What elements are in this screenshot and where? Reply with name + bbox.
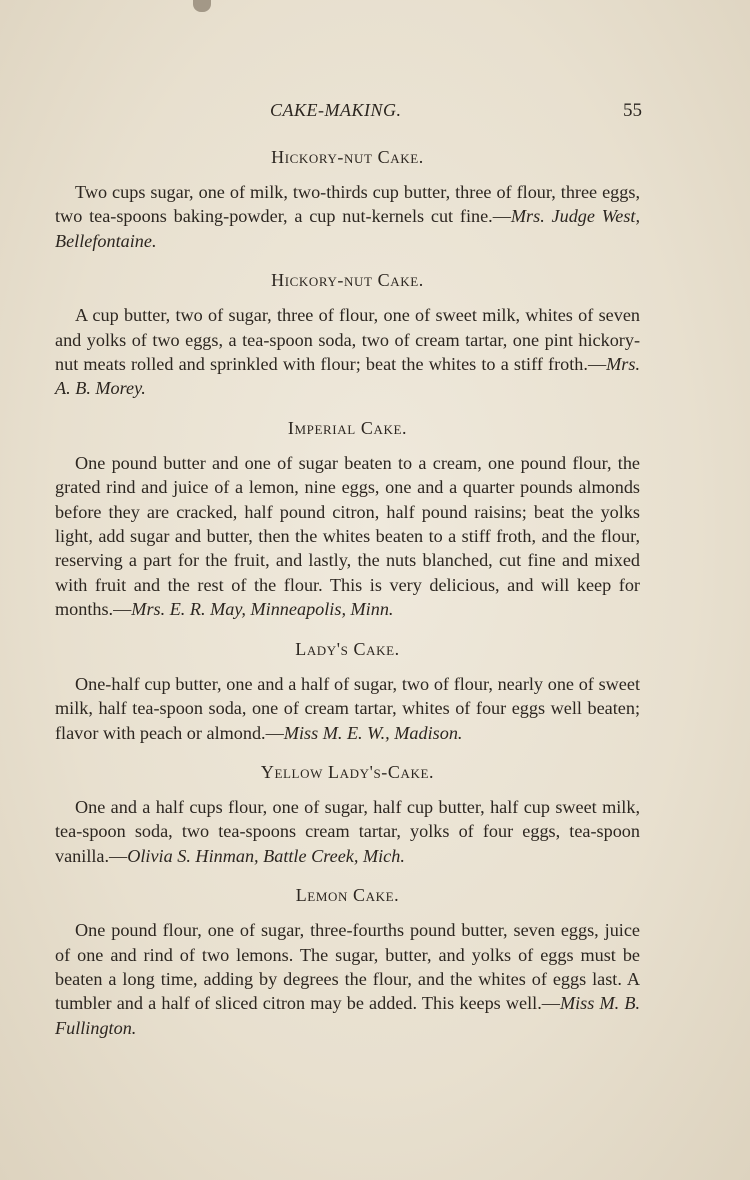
paper-stain	[193, 0, 211, 12]
running-title: CAKE-MAKING.	[270, 100, 402, 120]
recipe-title: Imperial Cake.	[287, 417, 408, 438]
recipe-title: Lemon Cake.	[295, 885, 400, 906]
recipe-title: Hickory-nut Cake.	[271, 147, 424, 167]
recipe-body-text: One and a half cups flour, one of sugar, half cup butter, half cup sweet milk, tea-spoon soda, two tea-spoons cream tartar, yolks of four eggs, tea-spoon vanilla.—	[55, 796, 640, 866]
recipe-attribution: Mrs. E. R. May, Minneapolis, Minn.	[131, 599, 394, 620]
recipe-body-text: One pound butter and one of sugar beaten to a cream, one pound flour, the grated rind and juice of a lemon, nine eggs, one and a quarter pounds almonds before they are cracked, half pound citron, half pound raisins; beat the yolks light, add sugar and butter, then the whites beaten to a stiff froth, and the flour, reserving a part for the fruit, and lastly, the nuts blanched, cut fine and mixed with fruit and the rest of the flour. This is very delicious, and will keep for months.—	[55, 452, 640, 620]
recipe-body-text: One pound flour, one of sugar, three-fourths pound butter, seven eggs, juice of one and rind of two lemons. The sugar, butter, and yolks of eggs must be beaten a long time, adding by degrees the flour, and the whites of eggs last. A tumbler and a half of sliced citron may be added. This keeps well.—	[55, 920, 640, 1014]
recipe-attribution: Miss M. E. W., Madison.	[283, 722, 463, 743]
recipe-body-text: Two cups sugar, one of milk, two-thirds cup butter, three of flour, three eggs, two tea-spoons baking-powder, a cup nut-kernels cut fine.—	[55, 182, 640, 227]
recipe-attribution: Mrs. A. B. Morey.	[55, 354, 640, 399]
book-page	[55, 98, 640, 1040]
recipe-text	[55, 303, 640, 401]
recipe-text	[55, 180, 640, 253]
recipe-title: Lady's Cake.	[295, 638, 400, 659]
recipe-body-text: One-half cup butter, one and a half of sugar, two of flour, nearly one of sweet milk, half tea-spoon soda, one of cream tartar, whites of four eggs well beaten; flavor with peach or almond.—	[55, 673, 640, 743]
recipe-attribution: Miss M. B. Fullington.	[55, 993, 640, 1038]
recipe-title: Hickory-nut Cake.	[271, 270, 424, 291]
recipe-text	[55, 672, 640, 745]
recipe-body-text: A cup butter, two of sugar, three of flour, one of sweet milk, whites of seven and yolks of two eggs, a tea-spoon soda, two of cream tartar, one pint hickory-nut meats rolled and sprinkled with flour; beat the whites to a stiff froth.—	[55, 305, 640, 375]
recipe-title: Yellow Lady's-Cake.	[260, 761, 435, 782]
recipe-text	[55, 795, 640, 868]
recipe-attribution: Mrs. Judge West, Bellefontaine.	[55, 206, 640, 251]
recipe-attribution: Olivia S. Hinman, Battle Creek, Mich.	[127, 845, 405, 866]
running-header	[55, 98, 640, 128]
page-number: 55	[623, 100, 642, 121]
recipe-text	[55, 451, 640, 622]
recipe-text	[55, 918, 640, 1040]
